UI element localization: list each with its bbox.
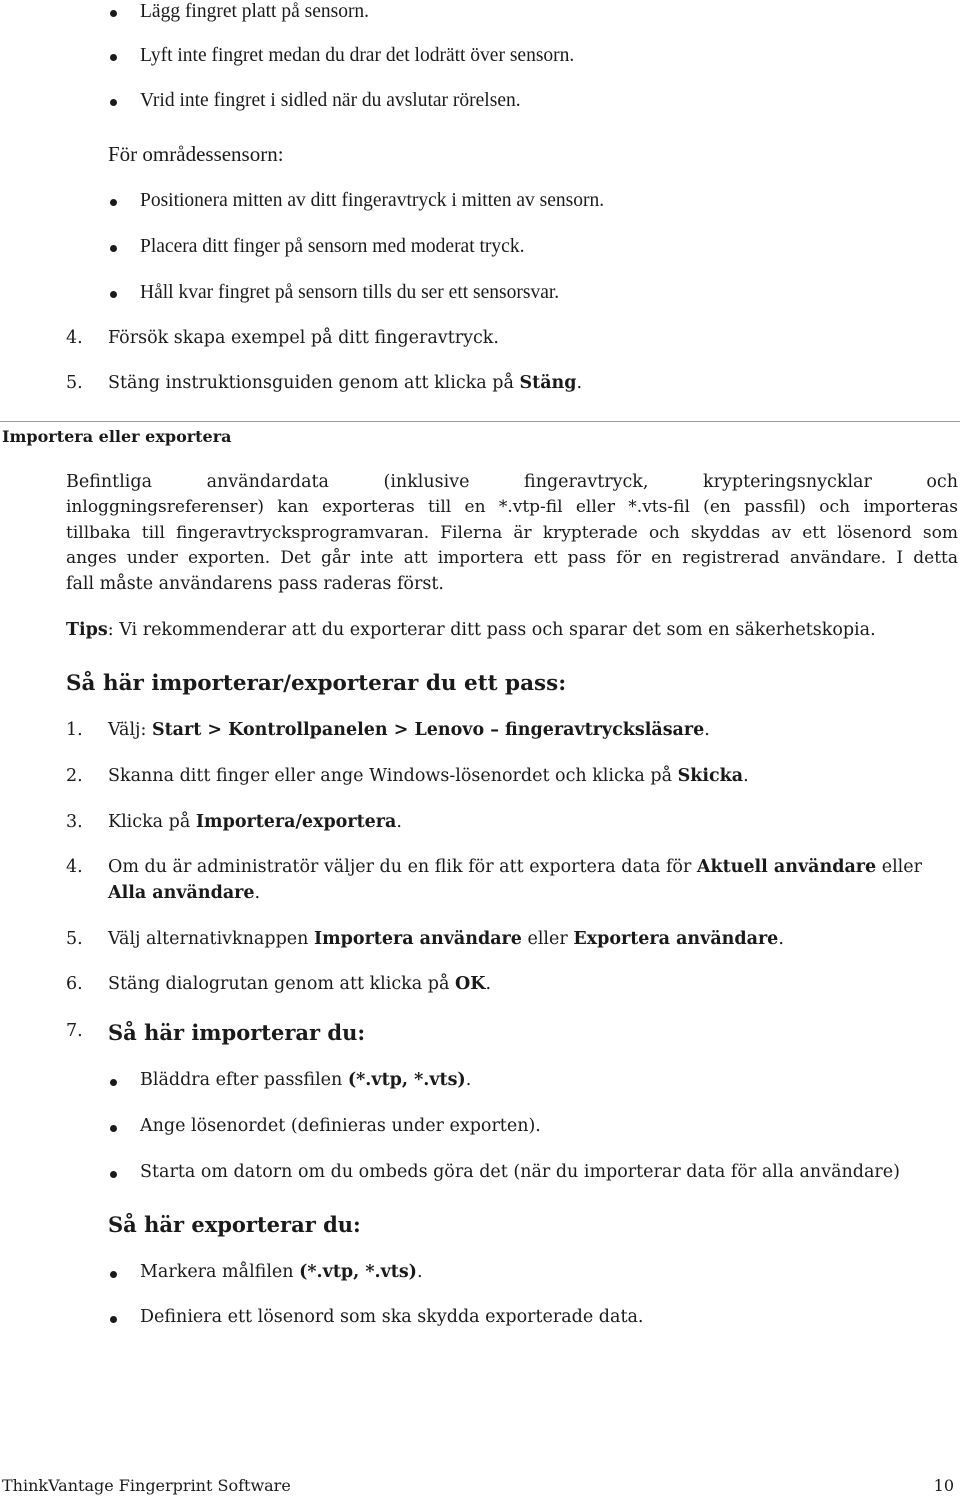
intro-line: anges under exporten. Det går inte att importera ett pass för en registrerad användare. I detta xyxy=(66,548,958,568)
list-item: Håll kvar fingret på sensorn tills du ser ett sensorsvar. xyxy=(140,282,560,303)
bullet-icon xyxy=(110,1316,117,1323)
section-divider xyxy=(0,421,960,422)
step-number: 3. xyxy=(66,812,83,832)
section-title: Importera eller exportera xyxy=(2,427,232,446)
list-item: Bläddra efter passfilen (*.vtp, *.vts). xyxy=(140,1070,472,1090)
step-number: 5. xyxy=(66,373,83,393)
step-number: 7. xyxy=(66,1021,83,1041)
intro-line: Befintliga användardata (inklusive fingeravtryck, krypteringsnycklar och xyxy=(66,472,958,492)
step-text: Om du är administratör väljer du en flik för att exportera data för Aktuell användare eller xyxy=(108,857,922,877)
step-text: Klicka på Importera/exportera. xyxy=(108,812,402,832)
list-item: Definiera ett lösenord som ska skydda exporterade data. xyxy=(140,1307,644,1327)
step-text: Försök skapa exempel på ditt fingeravtryck. xyxy=(108,328,499,348)
howto-heading: Så här importerar/exporterar du ett pass: xyxy=(66,671,567,696)
tip-text: Tips: Vi rekommenderar att du exporterar ditt pass och sparar det som en säkerhetskopia. xyxy=(66,620,876,640)
bullet-icon xyxy=(110,1271,117,1278)
footer-title: ThinkVantage Fingerprint Software xyxy=(2,1476,291,1495)
list-item: Ange lösenordet (definieras under exporten). xyxy=(140,1116,541,1136)
step-number: 2. xyxy=(66,766,83,786)
export-heading: Så här exporterar du: xyxy=(108,1212,361,1237)
step-text: Stäng dialogrutan genom att klicka på OK. xyxy=(108,974,492,994)
import-heading: Så här importerar du: xyxy=(108,1020,366,1045)
bullet-icon xyxy=(110,1171,117,1178)
bullet-icon xyxy=(110,10,117,17)
list-item: Placera ditt finger på sensorn med moderat tryck. xyxy=(140,236,525,257)
step-text: Välj: Start > Kontrollpanelen > Lenovo – fingeravtrycksläsare. xyxy=(108,720,710,740)
bullet-icon xyxy=(110,1125,117,1132)
step-number: 4. xyxy=(66,857,83,877)
intro-line: inloggningsreferenser) kan exporteras till en *.vtp-fil eller *.vts-fil (en passfil) och importeras xyxy=(66,497,958,517)
step-text: Stäng instruktionsguiden genom att klicka på Stäng. xyxy=(108,373,583,393)
step-number: 6. xyxy=(66,974,83,994)
bullet-icon xyxy=(110,199,117,206)
bullet-icon xyxy=(110,54,117,61)
step-number: 5. xyxy=(66,929,83,949)
list-item: Lyft inte fingret medan du drar det lodrätt över sensorn. xyxy=(140,45,575,66)
intro-line: fall måste användarens pass raderas först. xyxy=(66,574,444,594)
bullet-icon xyxy=(110,245,117,252)
list-item: Lägg fingret platt på sensorn. xyxy=(140,1,370,22)
list-item: Vrid inte fingret i sidled när du avslutar rörelsen. xyxy=(140,90,521,111)
bullet-icon xyxy=(110,291,117,298)
page-number: 10 xyxy=(933,1476,954,1495)
step-text: Skanna ditt finger eller ange Windows-lösenordet och klicka på Skicka. xyxy=(108,766,749,786)
bullet-icon xyxy=(110,99,117,106)
intro-line: tillbaka till fingeravtrycksprogramvaran. Filerna är krypterade och skyddas av ett lösenord som xyxy=(66,523,958,543)
step-text-continued: Alla användare. xyxy=(108,883,261,903)
list-item: Starta om datorn om du ombeds göra det (när du importerar data för alla användare) xyxy=(140,1162,900,1182)
step-number: 1. xyxy=(66,720,83,740)
step-number: 4. xyxy=(66,328,83,348)
list-item: Positionera mitten av ditt fingeravtryck i mitten av sensorn. xyxy=(140,190,605,211)
area-sensor-heading: För områdessensorn: xyxy=(108,142,284,166)
list-item: Markera målfilen (*.vtp, *.vts). xyxy=(140,1262,423,1282)
bullet-icon xyxy=(110,1079,117,1086)
step-text: Välj alternativknappen Importera användare eller Exportera användare. xyxy=(108,929,784,949)
